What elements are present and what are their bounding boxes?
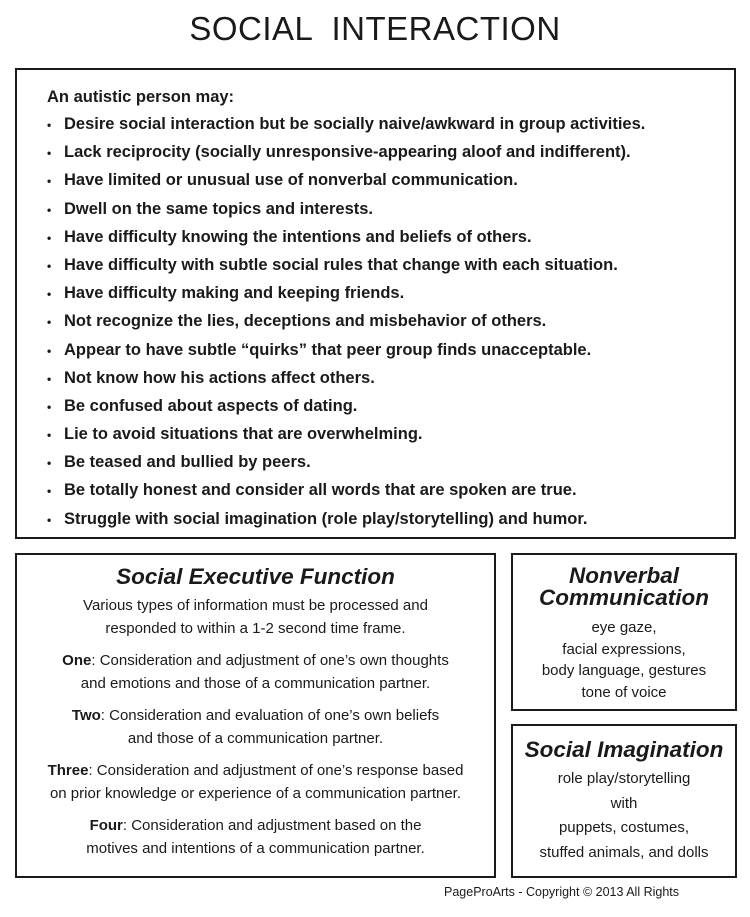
list-item-text: Appear to have subtle “quirks” that peer group finds unacceptable. (64, 340, 592, 359)
list-item-text: Be confused about aspects of dating. (64, 396, 358, 415)
list-item (47, 228, 645, 256)
list-item (47, 200, 645, 228)
title-line: Communication (538, 585, 709, 610)
item-line: and those of a communication partner. (127, 730, 384, 747)
bullet-icon: • (47, 230, 52, 245)
list-item-text: Have difficulty knowing the intentions and beliefs of others. (64, 227, 532, 246)
bullet-icon: • (47, 456, 52, 471)
list-item: facial expressions, (562, 640, 686, 658)
list-item (47, 284, 645, 312)
item-line: and emotions and those of a communication partner. (80, 675, 431, 692)
item-text: : Consideration and adjustment based on the (122, 817, 422, 834)
traits-intro: An autistic person may: (47, 88, 235, 106)
page-title: SOCIAL INTERACTION (189, 10, 561, 47)
list-item-text: Desire social interaction but be socially naive/awkward in group activities. (64, 115, 646, 133)
bullet-icon: • (47, 428, 52, 443)
item-line (17, 704, 494, 727)
list-item: puppets, costumes, (558, 819, 690, 836)
list-item (47, 256, 645, 284)
imagination-title: Social Imagination (524, 737, 724, 762)
list-item-text: Not know how his actions affect others. (64, 368, 375, 387)
bullet-icon: • (47, 118, 52, 132)
nonverbal-box (511, 553, 737, 711)
list-item (47, 143, 645, 171)
list-item (47, 453, 645, 481)
list-item (47, 312, 645, 340)
nonverbal-title (513, 565, 735, 609)
list-item: eye gaze, (591, 619, 657, 636)
bullet-icon: • (47, 146, 52, 161)
bullet-icon: • (47, 343, 52, 358)
list-item-text: Be teased and bullied by peers. (64, 453, 311, 472)
list-item (47, 171, 645, 199)
item-line (17, 649, 494, 672)
list-item (47, 425, 645, 453)
list-item (47, 510, 645, 538)
title-line: Nonverbal (568, 563, 680, 588)
bullet-icon: • (47, 512, 52, 527)
list-item-text: Have difficulty making and keeping friends. (64, 284, 405, 303)
bullet-icon: • (47, 258, 52, 273)
item-label: Two (71, 707, 101, 724)
item-line (17, 759, 494, 782)
imagination-list (513, 767, 735, 865)
bullet-icon: • (47, 484, 52, 499)
bullet-icon: • (47, 371, 52, 386)
item-text: : Consideration and adjustment of one’s own thoughts (91, 652, 449, 669)
copyright-notice: PageProArts - Copyright © 2013 All Rights (444, 885, 680, 899)
list-item-text: Lie to avoid situations that are overwhelming. (64, 425, 423, 444)
item-line: on prior knowledge or experience of a communication partner. (49, 785, 462, 802)
list-item: tone of voice (581, 683, 667, 701)
item-label: Three (47, 762, 89, 779)
list-item-text: Be totally honest and consider all words that are spoken are true. (64, 481, 577, 500)
executive-function-item-two (17, 704, 494, 750)
executive-function-title: Social Executive Function (116, 564, 395, 589)
list-item: role play/storytelling (557, 770, 691, 787)
traits-list (47, 115, 645, 538)
executive-function-item-one (17, 649, 494, 695)
bullet-icon: • (47, 202, 52, 217)
list-item (47, 369, 645, 397)
list-item: with (610, 794, 638, 812)
executive-function-intro (17, 594, 494, 640)
list-item (47, 341, 645, 369)
list-item (47, 115, 645, 143)
item-text: : Consideration and adjustment of one’s response based (88, 762, 464, 779)
imagination-box (511, 724, 737, 878)
list-item: stuffed animals, and dolls (539, 843, 709, 861)
traits-box (15, 68, 736, 539)
executive-function-box (15, 553, 496, 878)
list-item-text: Have limited or unusual use of nonverbal communication. (64, 171, 518, 190)
list-item-text: Lack reciprocity (socially unresponsive-appearing aloof and indifferent). (64, 143, 631, 162)
list-item-text: Have difficulty with subtle social rules that change with each situation. (64, 255, 618, 274)
item-label: Four (89, 817, 123, 834)
list-item: body language, gestures (541, 662, 707, 679)
bullet-icon: • (47, 399, 52, 414)
list-item (47, 481, 645, 509)
nonverbal-list (513, 617, 735, 703)
item-line: motives and intentions of a communication partner. (86, 840, 425, 857)
list-item (47, 397, 645, 425)
bullet-icon: • (47, 174, 52, 189)
executive-function-item-four (17, 814, 494, 860)
item-text: : Consideration and evaluation of one’s own beliefs (100, 707, 440, 724)
intro-line: Various types of information must be processed and (83, 597, 428, 614)
item-label: One (62, 652, 92, 669)
item-line (17, 814, 494, 837)
list-item-text: Dwell on the same topics and interests. (64, 199, 373, 218)
bullet-icon: • (47, 315, 52, 330)
list-item-text: Struggle with social imagination (role play/storytelling) and humor. (64, 509, 588, 528)
intro-line: responded to within a 1-2 second time frame. (105, 620, 406, 637)
list-item-text: Not recognize the lies, deceptions and misbehavior of others. (64, 312, 547, 331)
executive-function-item-three (17, 759, 494, 805)
bullet-icon: • (47, 287, 52, 302)
